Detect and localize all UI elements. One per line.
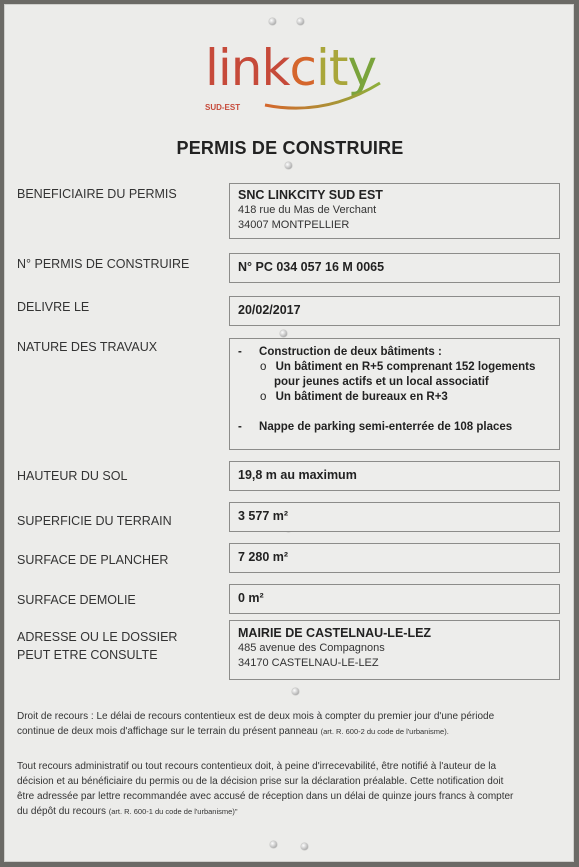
beneficiaire-box: [229, 183, 560, 239]
permis-box: [229, 253, 560, 283]
nature-subitem-1-line2: pour jeunes actifs et un local associatif: [274, 376, 489, 388]
screw-icon: [292, 688, 299, 695]
recours-paragraph-2: [17, 759, 565, 819]
screw-icon: [269, 18, 276, 25]
adresse-label-line1: ADRESSE OU LE DOSSIER: [17, 630, 178, 644]
adresse-name: MAIRIE DE CASTELNAU-LE-LEZ: [238, 626, 432, 640]
recours-p2-line3: être adressée par lettre recommandée avec accusé de réception dans un délai de quinze jours francs à compter: [17, 791, 514, 802]
linkcity-logo: [205, 39, 405, 117]
nature-subitem-2-text: Un bâtiment de bureaux en R+3: [275, 391, 448, 403]
beneficiaire-name: SNC LINKCITY SUD EST: [238, 188, 383, 202]
delivre-date: 20/02/2017: [238, 303, 301, 317]
demolie-box: [229, 584, 560, 614]
recours-p2-line1: Tout recours administratif ou tout recours contentieux doit, à peine d'irrecevabilité, être notifié à l'auteur de la: [17, 761, 497, 772]
recours-p1-line2-text: continue de deux mois d'affichage sur le terrain du présent panneau: [17, 726, 318, 737]
adresse-label: [17, 628, 177, 664]
recours-p1-line2: [17, 724, 565, 739]
delivre-box: [229, 296, 560, 326]
plancher-value: 7 280 m²: [238, 550, 289, 564]
hauteur-box: [229, 461, 560, 491]
nature-item-1: [238, 345, 551, 360]
permis-number: N° PC 034 057 16 M 0065: [238, 260, 385, 274]
hauteur-value: 19,8 m au maximum: [238, 468, 357, 482]
logo-subtitle: SUD-EST: [205, 103, 241, 112]
bullet-marker: o: [260, 361, 267, 373]
recours-p1-line1: Droit de recours : Le délai de recours contentieux est de deux mois à compter du premier jour d'une période: [17, 711, 495, 722]
dash-marker: -: [238, 346, 242, 358]
bullet-marker: o: [260, 391, 267, 403]
recours-p2-ref: (art. R. 600-1 du code de l'urbanisme)": [108, 807, 238, 816]
superficie-value: 3 577 m²: [238, 509, 289, 523]
nature-box: [229, 338, 560, 450]
screw-icon: [297, 18, 304, 25]
nature-subitem-1: [260, 360, 551, 375]
plancher-label: SURFACE DE PLANCHER: [17, 553, 169, 567]
nature-item-2: [238, 420, 551, 435]
beneficiaire-address-line1: 418 rue du Mas de Verchant: [238, 204, 377, 216]
adresse-line2: 34170 CASTELNAU-LE-LEZ: [238, 657, 379, 669]
page-title: PERMIS DE CONSTRUIRE: [176, 138, 404, 158]
nature-label: NATURE DES TRAVAUX: [17, 340, 158, 354]
adresse-line1: 485 avenue des Compagnons: [238, 642, 385, 654]
recours-p1-ref: (art. R. 600-2 du code de l'urbanisme).: [320, 727, 449, 736]
recours-paragraph-1: [17, 709, 565, 739]
demolie-label: SURFACE DEMOLIE: [17, 593, 136, 607]
nature-subitem-2: [260, 390, 551, 405]
adresse-box: [229, 620, 560, 680]
recours-p2-line4-text: du dépôt du recours: [17, 806, 106, 817]
superficie-box: [229, 502, 560, 532]
superficie-label: SUPERFICIE DU TERRAIN: [17, 514, 172, 528]
screw-icon: [285, 162, 292, 169]
beneficiaire-address-line2: 34007 MONTPELLIER: [238, 219, 350, 231]
demolie-value: 0 m²: [238, 591, 264, 605]
permit-sign-board: [4, 4, 574, 862]
nature-item-2-text: Nappe de parking semi-enterrée de 108 places: [259, 421, 513, 433]
recours-p2-line2: décision et au bénéficiaire du permis ou de la décision prise sur la déclaration préalable. Cette notification doit: [17, 776, 504, 787]
hauteur-label: HAUTEUR DU SOL: [17, 469, 128, 483]
nature-subitem-1-line1: Un bâtiment en R+5 comprenant 152 logements: [275, 361, 536, 373]
beneficiaire-label: BENEFICIAIRE DU PERMIS: [17, 187, 177, 201]
logo-wordmark: linkcity: [205, 39, 377, 97]
dash-marker: -: [238, 421, 242, 433]
plancher-box: [229, 543, 560, 573]
recours-p2-line4: [17, 804, 565, 819]
screw-icon: [280, 330, 287, 337]
permis-label: N° PERMIS DE CONSTRUIRE: [17, 257, 190, 271]
screw-icon: [270, 841, 277, 848]
delivre-label: DELIVRE LE: [17, 300, 90, 314]
nature-item-1-text: Construction de deux bâtiments :: [259, 346, 442, 358]
adresse-label-line2: PEUT ETRE CONSULTE: [17, 648, 158, 662]
screw-icon: [301, 843, 308, 850]
